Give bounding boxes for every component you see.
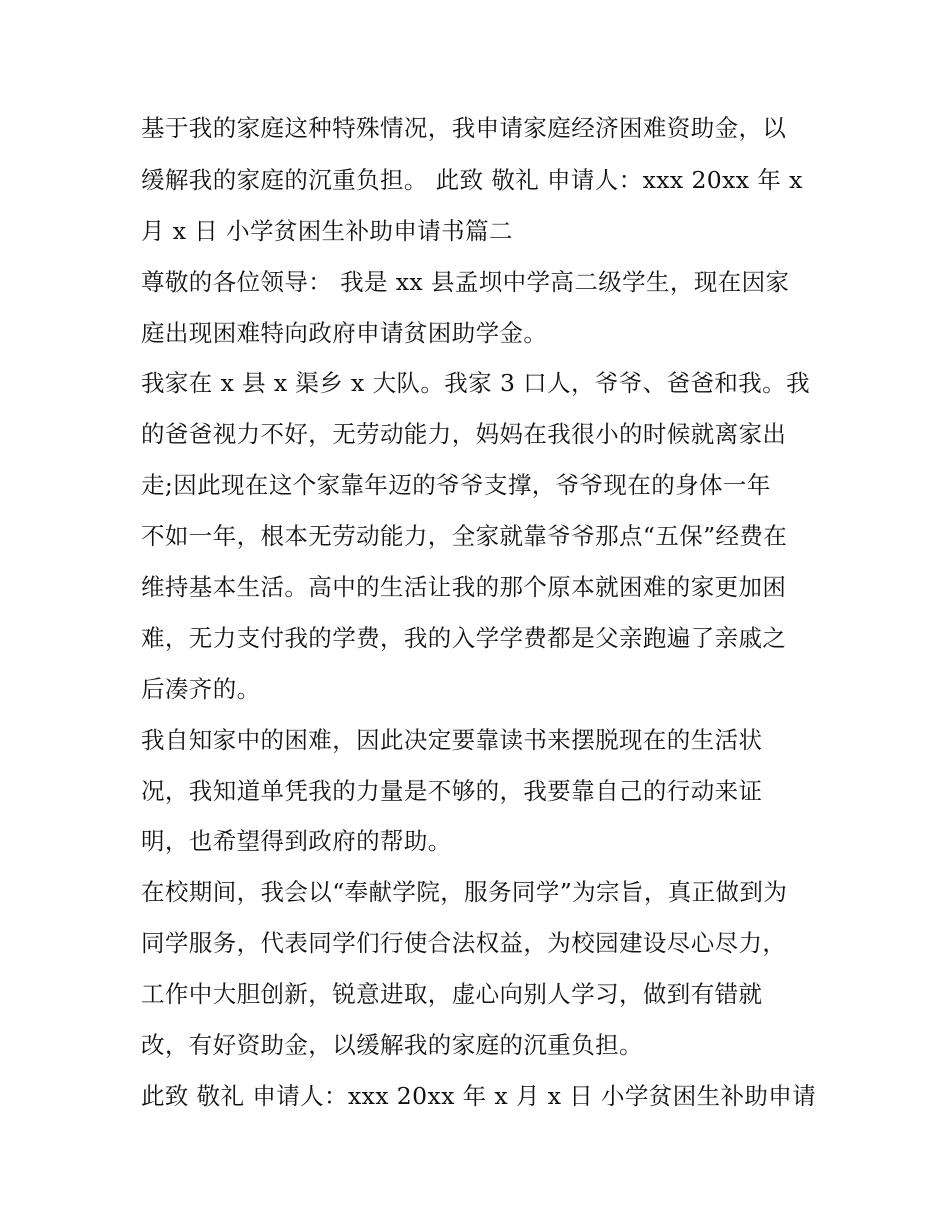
text-line: 我家在 x 县 x 渠乡 x 大队。我家 3 口人，爷爷、爸爸和我。我 (141, 369, 810, 397)
text-line: 此致 敬礼 申请人：xxx 20xx 年 x 月 x 日 小学贫困生补助申请 (141, 1082, 817, 1110)
text-line: 尊敬的各位领导： 我是 xx 县孟坝中学高二级学生，现在因家 (141, 268, 790, 296)
text-line: 在校期间，我会以“奉献学院，服务同学”为宗旨，真正做到为 (141, 878, 788, 906)
text-line: 基于我的家庭这种特殊情况，我申请家庭经济困难资助金，以 (141, 114, 787, 142)
text-line: 工作中大胆创新，锐意进取，虚心向别人学习，做到有错就 (141, 980, 763, 1008)
text-line: 同学服务，代表同学们行使合法权益，为校园建设尽心尽力， (141, 929, 787, 957)
text-line: 的爸爸视力不好，无劳动能力，妈妈在我很小的时候就离家出 (141, 420, 787, 448)
text-line: 缓解我的家庭的沉重负担。 此致 敬礼 申请人：xxx 20xx 年 x (141, 166, 803, 194)
text-line: 走;因此现在这个家靠年迈的爷爷支撑，爷爷现在的身体一年 (141, 471, 771, 499)
text-line: 庭出现困难特向政府申请贫困助学金。 (141, 319, 548, 347)
text-line: 月 x 日 小学贫困生补助申请书篇二 (141, 217, 513, 245)
text-line: 改，有好资助金，以缓解我的家庭的沉重负担。 (141, 1031, 643, 1059)
text-line: 维持基本生活。高中的生活让我的那个原本就困难的家更加困 (141, 573, 787, 601)
text-line: 不如一年，根本无劳动能力，全家就靠爷爷那点“五保”经费在 (141, 522, 788, 550)
text-line: 况，我知道单凭我的力量是不够的，我要靠自己的行动来证 (141, 777, 763, 805)
text-line: 我自知家中的困难，因此决定要靠读书来摆脱现在的生活状 (141, 726, 763, 754)
text-line: 后凑齐的。 (141, 675, 261, 703)
text-line: 难，无力支付我的学费，我的入学学费都是父亲跑遍了亲戚之 (141, 624, 787, 652)
text-line: 明，也希望得到政府的帮助。 (141, 827, 452, 855)
